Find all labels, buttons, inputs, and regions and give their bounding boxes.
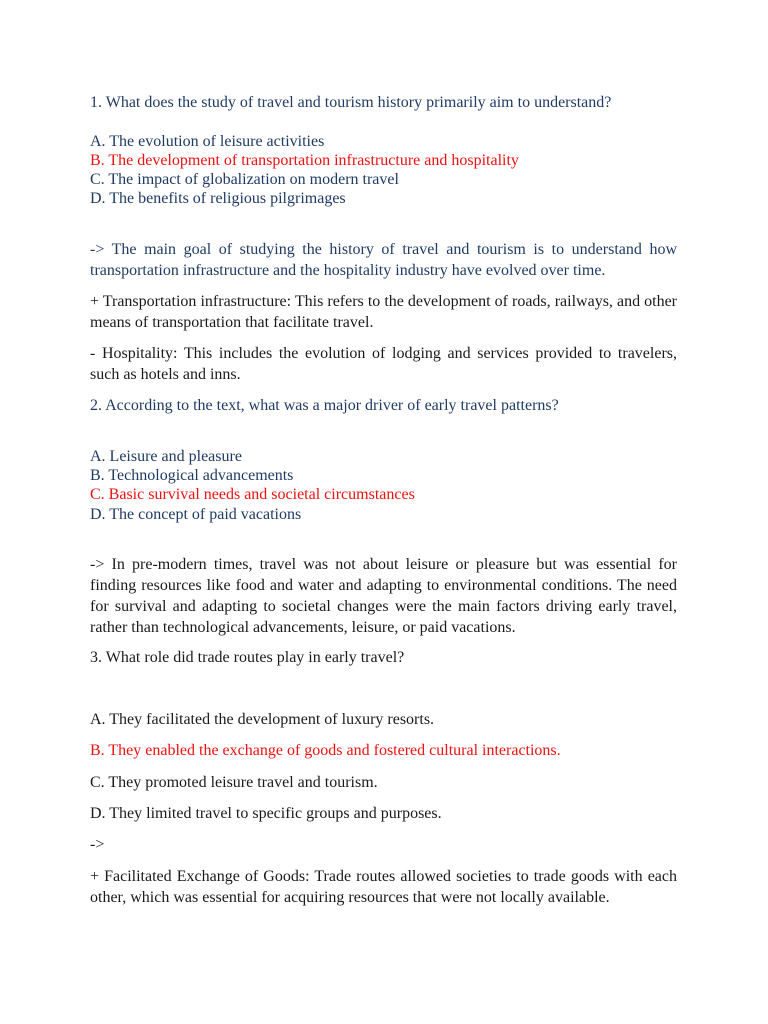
q2-option-c-correct: C. Basic survival needs and societal circumstances [90,486,415,503]
q1-explanation-transportation: + Transportation infrastructure: This refers to the development of roads, railways, and other means of transportation that facilitate travel. [90,293,677,331]
q1-option-a: A. The evolution of leisure activities [90,133,325,150]
q3-option-a: A. They facilitated the development of luxury resorts. [90,711,435,728]
q3-explanation-exchange: + Facilitated Exchange of Goods: Trade routes allowed societies to trade goods with each other, which was essential for acquiring resources that were not locally available. [90,868,677,906]
q1-option-c: C. The impact of globalization on modern travel [90,171,399,188]
q2-option-d: D. The concept of paid vacations [90,506,302,523]
q2-option-b: B. Technological advancements [90,467,294,484]
q1-option-d: D. The benefits of religious pilgrimages [90,190,346,207]
q1-explanation-intro: -> The main goal of studying the history of travel and tourism is to understand how transportation infrastructure and the hospitality industry have evolved over time. [90,241,677,279]
q1-option-b-correct: B. The development of transportation infrastructure and hospitality [90,152,519,169]
q1-explanation-hospitality: - Hospitality: This includes the evolution of lodging and services provided to travelers, such as hotels and inns. [90,345,677,383]
q2-option-a: A. Leisure and pleasure [90,448,242,465]
q3-option-b-correct: B. They enabled the exchange of goods and fostered cultural interactions. [90,742,561,759]
q3-option-d: D. They limited travel to specific groups and purposes. [90,805,442,822]
q2-explanation: -> In pre-modern times, travel was not about leisure or pleasure but was essential for finding resources like food and water and adapting to environmental conditions. The need for survival and adapting to societal changes were the main factors driving early travel, rather than technological advancements, leisure, or paid vacations. [90,556,677,636]
q3-option-c: C. They promoted leisure travel and tourism. [90,774,378,791]
q3-explanation-arrow: -> [90,836,105,853]
question-2: 2. According to the text, what was a major driver of early travel patterns? [90,397,559,414]
question-1: 1. What does the study of travel and tourism history primarily aim to understand? [90,94,612,111]
question-3: 3. What role did trade routes play in early travel? [90,649,405,666]
